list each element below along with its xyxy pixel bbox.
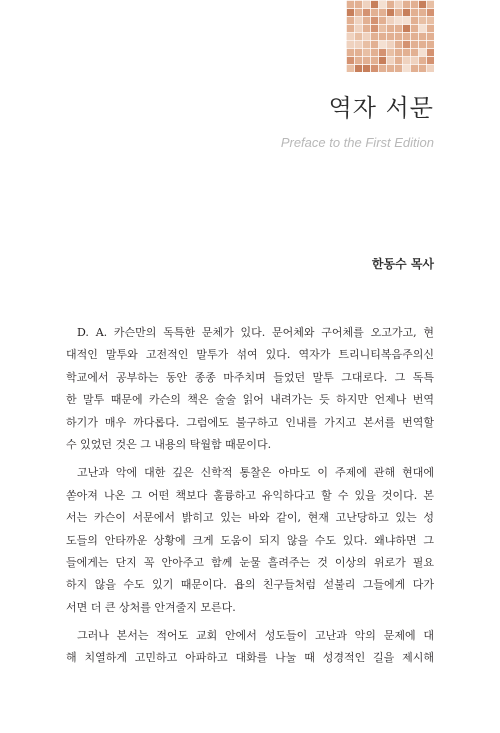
mosaic-tile — [419, 25, 426, 32]
mosaic-tile — [371, 25, 378, 32]
mosaic-tile — [355, 65, 362, 72]
text-line: 수 있었던 것은 그 내용의 탁월함 때문이다. — [66, 437, 272, 451]
chapter-title: 역자 서문 — [328, 94, 434, 122]
mosaic-tile — [427, 57, 434, 64]
text-line: 서면 더 큰 상처를 안겨줄지 모른다. — [66, 600, 236, 614]
mosaic-tile — [403, 41, 410, 48]
mosaic-tile — [403, 65, 410, 72]
mosaic-tile — [403, 25, 410, 32]
mosaic-tile — [363, 1, 370, 8]
decorative-mosaic-pattern — [346, 0, 434, 72]
mosaic-tile — [363, 41, 370, 48]
mosaic-tile — [427, 49, 434, 56]
mosaic-tile — [363, 65, 370, 72]
text-line: 쏟아져 나온 그 어떤 책보다 훌륭하고 유익하다고 할 수 있을 것이다. 본 — [66, 488, 434, 502]
mosaic-tile — [387, 57, 394, 64]
mosaic-tile — [363, 9, 370, 16]
text-line: D. A. 카슨만의 독특한 문체가 있다. 문어체와 구어체를 오고가고, 현 — [77, 326, 434, 339]
text-line: 하지 않을 수도 있기 때문이다. 욥의 친구들처럼 섣불리 그들에게 다가 — [66, 578, 434, 592]
text-line: 도들의 안타까운 상황에 크게 도움이 되지 않을 수도 있다. 왜냐하면 그 — [66, 533, 434, 547]
text-line: 한 말투 때문에 카슨의 책은 술술 읽어 내려가는 듯 하지만 언제나 번역 — [66, 393, 434, 407]
mosaic-tile — [387, 41, 394, 48]
chapter-subtitle: Preface to the First Edition — [280, 135, 434, 150]
mosaic-tile — [347, 9, 354, 16]
mosaic-tile — [347, 65, 354, 72]
mosaic-tile — [403, 57, 410, 64]
mosaic-tile — [403, 17, 410, 24]
mosaic-tile — [371, 17, 378, 24]
mosaic-tile — [347, 57, 354, 64]
paragraph-2 — [66, 462, 434, 619]
mosaic-tile — [355, 33, 362, 40]
text-line: 고난과 악에 대한 깊은 신학적 통찰은 아마도 이 주제에 관해 현대에 — [77, 466, 434, 480]
mosaic-tile — [363, 33, 370, 40]
mosaic-tile — [395, 1, 402, 8]
mosaic-tile — [379, 41, 386, 48]
mosaic-tile — [427, 1, 434, 8]
mosaic-tile — [427, 9, 434, 16]
mosaic-tile — [427, 65, 434, 72]
mosaic-tile — [363, 49, 370, 56]
paragraph-3 — [66, 625, 434, 670]
mosaic-tile — [355, 17, 362, 24]
mosaic-tile — [355, 25, 362, 32]
mosaic-tile — [427, 17, 434, 24]
text-line: 서는 카슨이 서문에서 밝히고 있는 바와 같이, 현재 고난당하고 있는 성 — [66, 511, 434, 525]
mosaic-tile — [387, 49, 394, 56]
mosaic-tile — [419, 17, 426, 24]
mosaic-tile — [419, 49, 426, 56]
text-line: 학교에서 공부하는 동안 종종 마주치며 들었던 말투 그대로다. 그 독특 — [66, 370, 434, 384]
body-text — [66, 322, 434, 670]
mosaic-tile — [379, 1, 386, 8]
mosaic-tile — [387, 17, 394, 24]
mosaic-tile — [387, 9, 394, 16]
paragraph-1 — [66, 322, 434, 456]
text-line: 대적인 말투와 고전적인 말투가 섞여 있다. 역자가 트리니티복음주의신 — [66, 348, 434, 362]
mosaic-tile — [379, 25, 386, 32]
mosaic-tile — [403, 9, 410, 16]
text-line: 해 치열하게 고민하고 아파하고 대화를 나눌 때 성경적인 길을 제시해 — [66, 651, 434, 665]
mosaic-tile — [355, 41, 362, 48]
mosaic-tile — [371, 1, 378, 8]
mosaic-tile — [395, 17, 402, 24]
mosaic-tile — [419, 1, 426, 8]
text-line: 하기가 매우 까다롭다. 그럼에도 불구하고 인내를 가지고 본서를 번역할 — [66, 415, 434, 429]
author-name: 한동수 목사 — [371, 257, 434, 271]
mosaic-tile — [379, 49, 386, 56]
mosaic-tile — [371, 65, 378, 72]
text-line: 들에게는 단지 꼭 안아주고 함께 눈물 흘려주는 것 이상의 위로가 필요 — [66, 555, 434, 569]
mosaic-tile — [411, 57, 418, 64]
mosaic-tile — [347, 33, 354, 40]
mosaic-tile — [347, 41, 354, 48]
text-line: 그러나 본서는 적어도 교회 안에서 성도들이 고난과 악의 문제에 대 — [77, 629, 434, 643]
mosaic-tile — [379, 57, 386, 64]
